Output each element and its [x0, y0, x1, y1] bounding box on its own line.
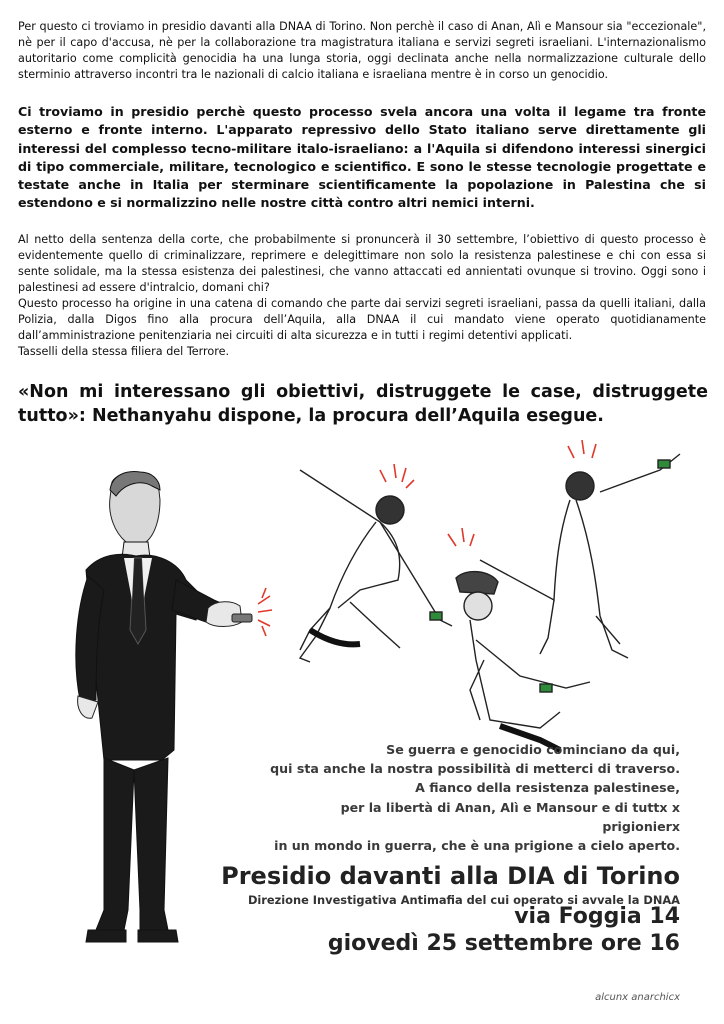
spark-icon-middle [448, 528, 474, 546]
event-subtitle: Direzione Investigativa Antimafia del cui operato si avvale la DNAA [247, 893, 680, 907]
paragraph-sentence: Al netto della sentenza della corte, che probabilmente si pronuncerà il 30 settembre, l’obiettivo di questo processo è evidentemente quello di criminalizzare, reprimere e delegittimare non solo la resistenza palestinese e chi con essa si sente solidale, ma la stessa esistenza dei palestinesi, che vanno attaccati ed annientati ovunque si trovino. Oggi sono i palestinesi ad essere d'intralcio, domani chi? [18, 233, 706, 294]
body-paragraphs [18, 232, 706, 360]
slogan-line: in un mondo in guerra, che è una prigione a cielo aperto. [274, 838, 680, 854]
bold-paragraph: Ci troviamo in presidio perchè questo processo svela ancora una volta il legame tra fronte esterno e fronte interno. L'apparato repressivo dello Stato italiano serve direttamente gli interessi del complesso tecno-militare italo-israeliano: a l'Aquila si difendono interessi sinergici di tipo commerciale, militare, tecnologico e scientifico. E sono le stesse tecnologie progettate e testate anche in Italia per sterminare scientificamente la popolazione in Palestina che si estendono e si normalizzino nelle nostre città contro altri nemici interni. [18, 104, 706, 211]
spark-icon-left [380, 464, 414, 488]
flying-figure-right [480, 454, 680, 658]
slogan-block [260, 740, 680, 855]
remote-spark-icon [258, 588, 272, 636]
spark-icon-right [568, 440, 596, 458]
slogan-line: qui sta anche la nostra possibilità di metterci di traverso. [270, 761, 680, 777]
flying-figure-left [300, 470, 452, 662]
event-place: via Foggia 14 [514, 904, 680, 929]
intro-paragraph: Per questo ci troviamo in presidio davanti alla DNAA di Torino. Non perchè il caso di Anan, Alì e Mansour sia "eccezionale", nè per il capo d'accusa, nè per la collaborazione tra magistratura italiana e servizi segreti israeliani. L'internazionalismo autoritario come complicità genocidia ha una lunga storia, oggi declinata anche nella normalizzazione culturale dello sterminio attraverso incontri tra le nazionali di calcio italiana e israeliana mentre è in corso un genocidio. [18, 20, 706, 81]
event-date: giovedì 25 settembre ore 16 [327, 931, 680, 956]
event-title: Presidio davanti alla DIA di Torino [221, 862, 680, 890]
paragraph-tasselli: Tasselli della stessa filiera del Terrore. [18, 345, 230, 358]
signature: alcunx anarchicx [595, 992, 680, 1003]
slogan-line: per la libertà di Anan, Alì e Mansour e di tuttx x prigionierx [340, 799, 680, 834]
police-figure [456, 572, 590, 750]
quote-headline: «Non mi interessano gli obiettivi, distruggete le case, distruggete tutto»: Nethanyahu dispone, la procura dell’Aquila esegue. [18, 382, 708, 426]
paragraph-chain: Questo processo ha origine in una catena di comando che parte dai servizi segreti israeliani, passa da quelli italiani, dalla Polizia, dalla Digos fino alla procura dell’Aquila, alla DNAA il cui mandato viene operato quotidianamente dall’amministrazione penitenziaria nei circuiti di alta sicurezza e in tutti i regimi detentivi applicati. [18, 297, 706, 342]
slogan-line: A fianco della resistenza palestinese, [415, 780, 680, 796]
slogan-line: Se guerra e genocidio cominciano da qui, [386, 742, 680, 757]
